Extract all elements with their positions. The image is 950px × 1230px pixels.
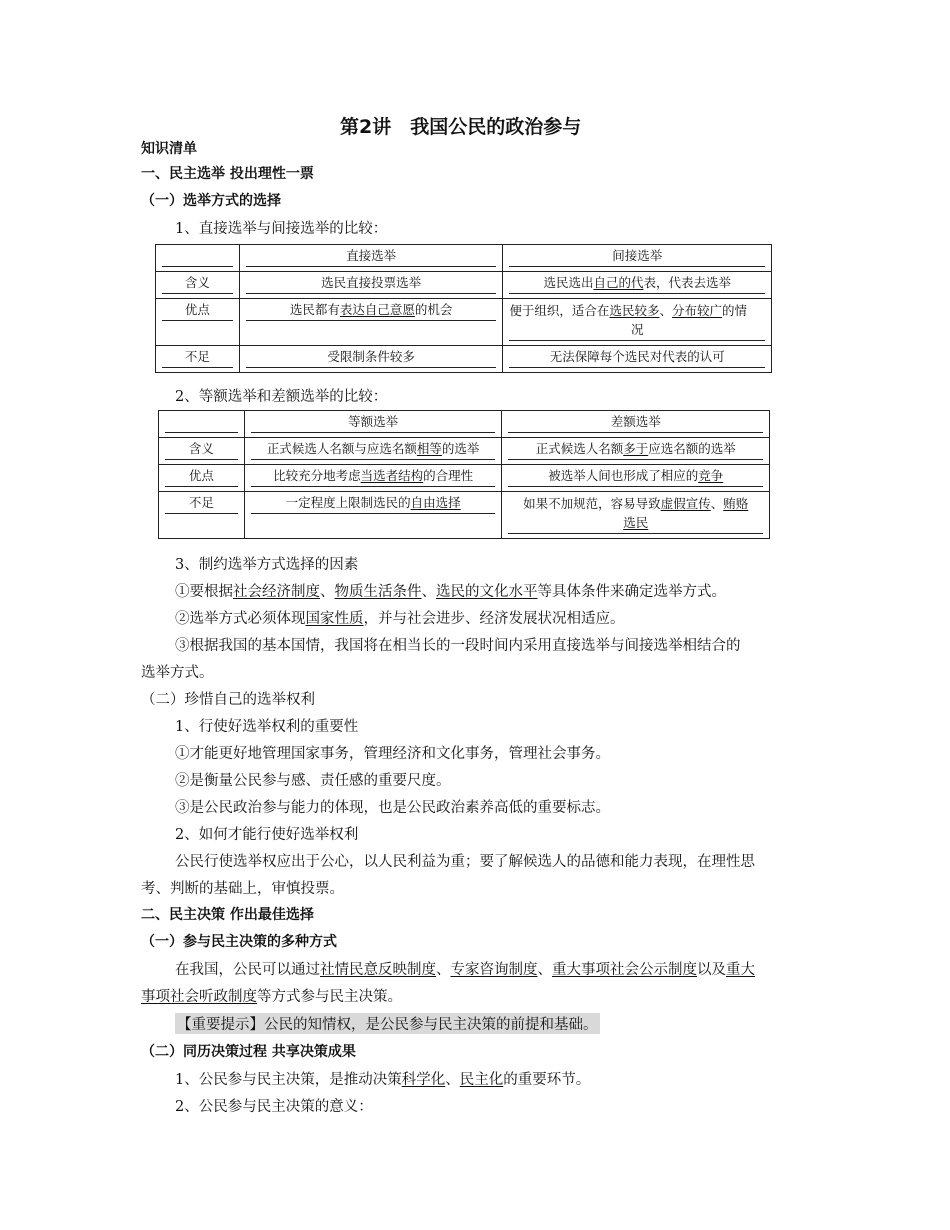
- factor-1: ①要根据社会经济制度、物质生活条件、选民的文化水平等具体条件来确定选举方式。: [175, 584, 726, 600]
- table-cell: 正式候选人名额与应选名额相等的选举: [244, 438, 502, 465]
- table-row: [159, 411, 770, 438]
- how-to-line2: 考、判断的基础上，审慎投票。: [141, 881, 344, 897]
- direct-indirect-table: [155, 244, 772, 373]
- table-cell: [159, 411, 245, 438]
- important-tip: 【重要提示】公民的知情权，是公民参与民主决策的前提和基础。: [175, 1013, 600, 1034]
- table-row: [156, 245, 772, 272]
- table-row: [156, 272, 772, 299]
- part1-sub2: （二）珍惜自己的选举权利: [141, 692, 315, 708]
- table-row: [156, 299, 772, 346]
- table-cell: 受限制条件较多: [239, 346, 503, 373]
- part1-s2-item1: 1、行使好选举权利的重要性: [175, 719, 359, 735]
- importance-3: ③是公民政治参与能力的体现，也是公民政治素养高低的重要标志。: [175, 800, 610, 816]
- table-cell: 被选举人间也形成了相应的竞争: [502, 465, 770, 492]
- table-cell: 一定程度上限制选民的自由选择: [244, 492, 502, 539]
- row-label: 含义: [159, 438, 245, 465]
- methods-line1: 在我国，公民可以通过社情民意反映制度、专家咨询制度、重大事项社会公示制度以及重大: [175, 962, 755, 978]
- table-cell: 选民直接投票选举: [239, 272, 503, 299]
- table-header: 等额选举: [244, 411, 502, 438]
- part1-item1: 1、直接选举与间接选举的比较：: [175, 221, 388, 237]
- row-label: 优点: [159, 465, 245, 492]
- part1-sub1: （一）选举方式的选择: [141, 193, 281, 209]
- part2-sub2: （二）同历决策过程 共享决策成果: [141, 1044, 356, 1060]
- row-label: 不足: [159, 492, 245, 539]
- table-cell: [156, 245, 240, 272]
- table-cell: 比较充分地考虑当选者结构的合理性: [244, 465, 502, 492]
- methods-line2: 事项社会听政制度等方式参与民主决策。: [141, 989, 402, 1005]
- table-header: 差额选举: [502, 411, 770, 438]
- factor-3-line2: 选举方式。: [141, 665, 214, 681]
- table-cell: 正式候选人名额多于应选名额的选举: [502, 438, 770, 465]
- importance-1: ①才能更好地管理国家事务，管理经济和文化事务，管理社会事务。: [175, 746, 610, 762]
- row-label: 优点: [156, 299, 240, 346]
- equal-competitive-table: [158, 410, 770, 539]
- part2-sub1: （一）参与民主决策的多种方式: [141, 934, 337, 950]
- table-cell: 便于组织，适合在选民较多、分布较广的情 况: [503, 299, 772, 346]
- how-to-line1: 公民行使选举权应出于公心，以人民利益为重；要了解候选人的品德和能力表现，在理性思: [175, 854, 755, 870]
- part1-s2-item2: 2、如何才能行使好选举权利: [175, 827, 359, 843]
- table-row: [159, 492, 770, 539]
- factor-2: ②选举方式必须体现国家性质，并与社会进步、经济发展状况相适应。: [175, 611, 625, 627]
- table-cell: 选民都有表达自己意愿的机会: [239, 299, 503, 346]
- part1-item2: 2、等额选举和差额选举的比较：: [175, 389, 388, 405]
- factor-3-line1: ③根据我国的基本国情，我国将在相当长的一段时间内采用直接选举与间接选举相结合的: [175, 638, 741, 654]
- table-cell: 无法保障每个选民对代表的认可: [503, 346, 772, 373]
- decision-point-1: 1、公民参与民主决策，是推动决策科学化、民主化的重要环节。: [175, 1072, 591, 1088]
- table-cell: 选民选出自己的代表，代表去选举: [503, 272, 772, 299]
- decision-point-2: 2、公民参与民主决策的意义：: [175, 1099, 373, 1115]
- row-label: 不足: [156, 346, 240, 373]
- part1-heading: 一、民主选举 投出理性一票: [141, 166, 314, 182]
- importance-2: ②是衡量公民参与感、责任感的重要尺度。: [175, 773, 451, 789]
- section-label: 知识清单: [141, 141, 197, 157]
- table-cell: 如果不加规范，容易导致虚假宣传、贿赂 选民: [502, 492, 770, 539]
- part1-item3: 3、制约选举方式选择的因素: [175, 557, 359, 573]
- row-label: 含义: [156, 272, 240, 299]
- table-row: [159, 465, 770, 492]
- table-row: [156, 346, 772, 373]
- table-header: 间接选举: [503, 245, 772, 272]
- table-header: 直接选举: [239, 245, 503, 272]
- page-title: 第2讲 我国公民的政治参与: [340, 116, 582, 138]
- table-row: [159, 438, 770, 465]
- part2-heading: 二、民主决策 作出最佳选择: [141, 907, 314, 923]
